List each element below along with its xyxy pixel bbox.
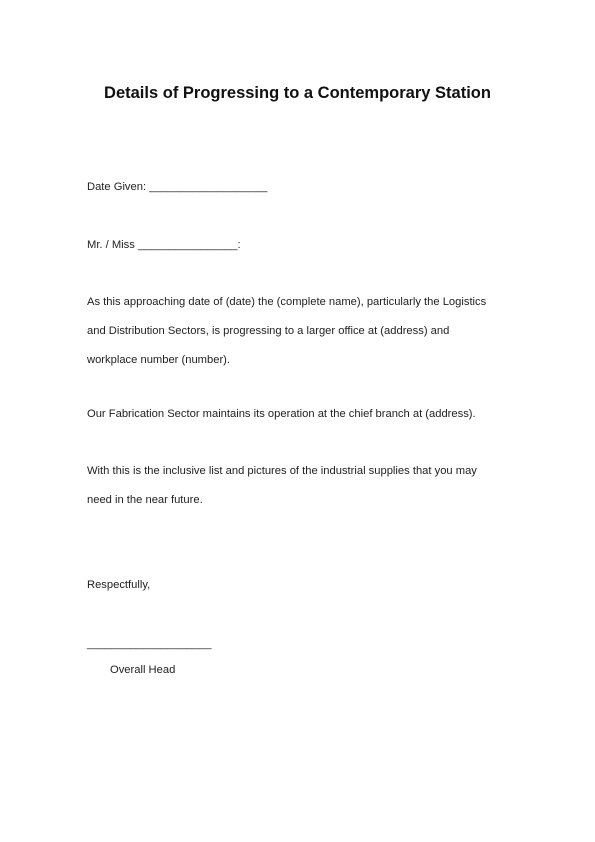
closing-line: Respectfully, — [87, 579, 151, 591]
paragraph-1-line-3: workplace number (number). — [87, 354, 231, 366]
paragraph-1-line-1: As this approaching date of (date) the (complete name), particularly the Logistics — [87, 296, 487, 308]
paragraph-3-line-1: With this is the inclusive list and pictures of the industrial supplies that you may — [87, 465, 477, 477]
paragraph-2: Our Fabrication Sector maintains its operation at the chief branch at (address). — [87, 408, 476, 420]
date-line: Date Given: ___________________ — [87, 181, 268, 193]
document-title: Details of Progressing to a Contemporary Station — [104, 84, 491, 102]
signature-line: ____________________ — [87, 638, 212, 650]
salutation-line: Mr. / Miss ________________: — [87, 239, 241, 251]
paragraph-1-line-2: and Distribution Sectors, is progressing to a larger office at (address) and — [87, 325, 450, 337]
paragraph-3-line-2: need in the near future. — [87, 494, 203, 506]
signer-title: Overall Head — [110, 664, 176, 676]
